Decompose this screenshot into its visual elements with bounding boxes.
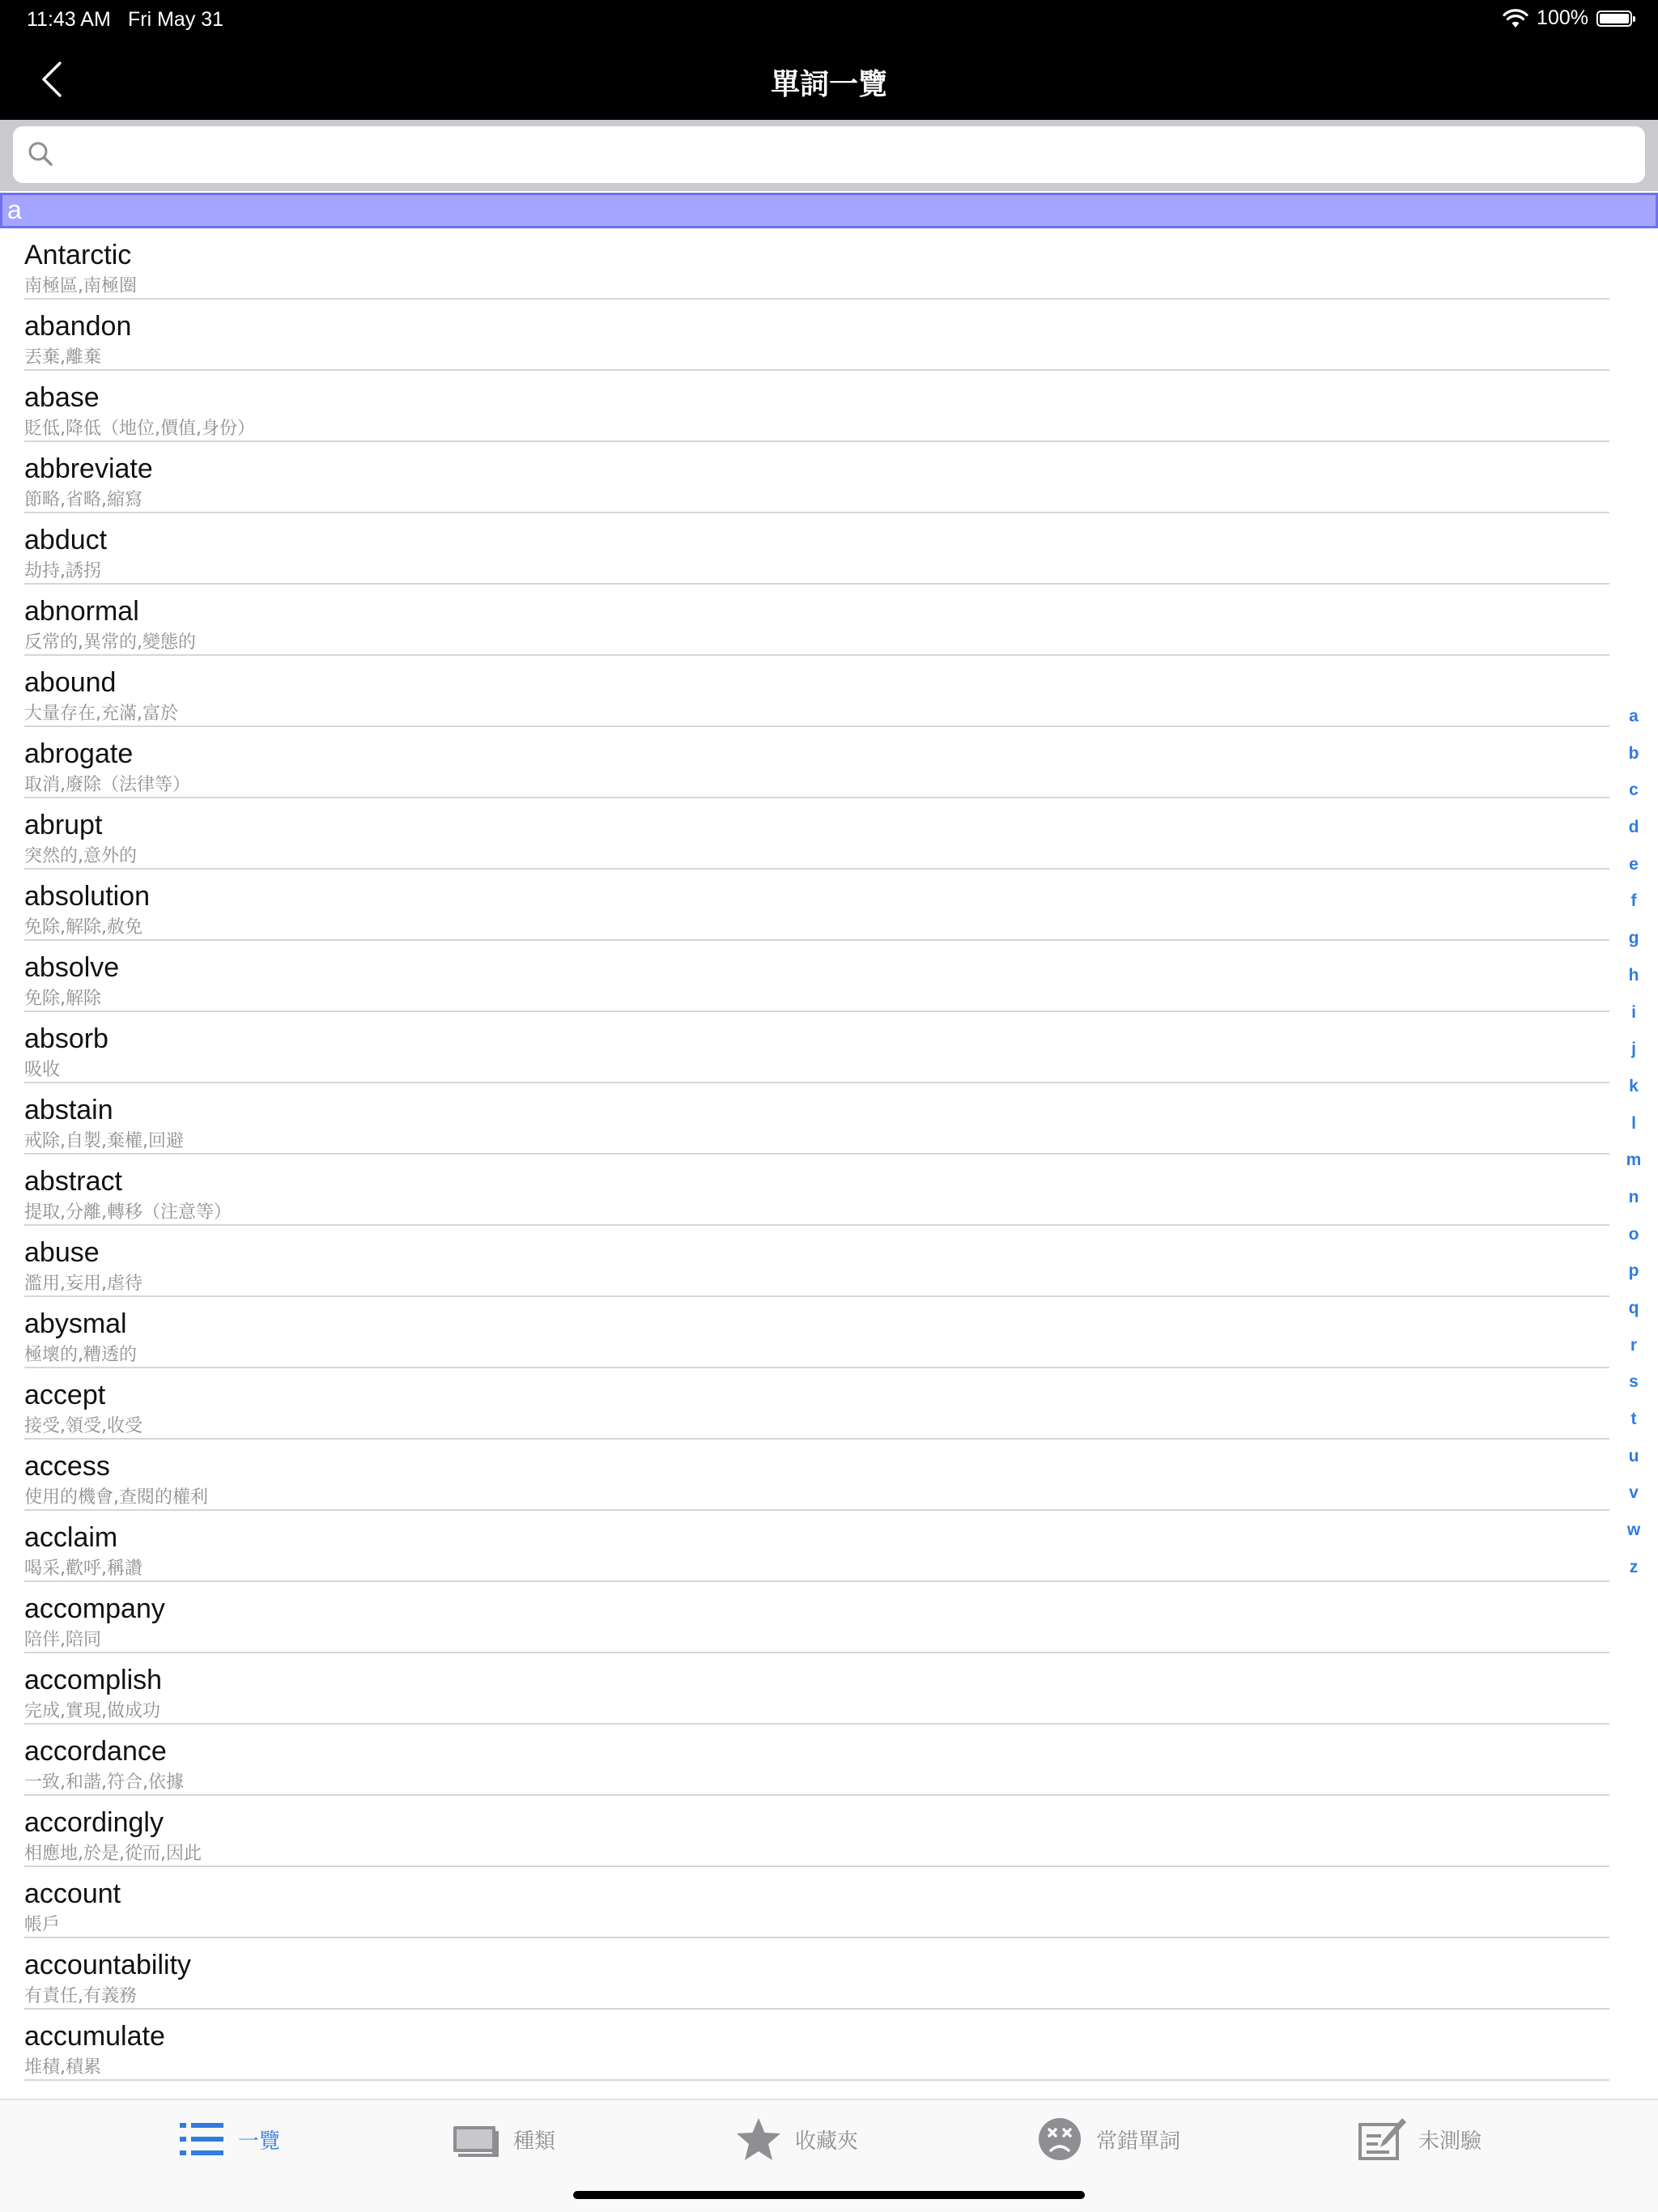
index-letter[interactable]: b (1628, 743, 1639, 763)
word-meaning: 極壞的,糟透的 (24, 1345, 137, 1365)
index-letter[interactable]: w (1626, 1521, 1641, 1540)
word-text: accomplish (24, 1665, 163, 1695)
word-text: accumulate (24, 2021, 165, 2052)
list-item[interactable] (0, 300, 1658, 371)
tab-label: 一覽 (238, 2129, 281, 2154)
word-meaning: 使用的機會,查閱的權利 (24, 1487, 208, 1508)
word-meaning: 劫持,誘拐 (24, 561, 101, 581)
page-title: 單詞一覽 (770, 68, 887, 101)
search-box[interactable] (13, 126, 1645, 183)
word-meaning: 丟棄,離棄 (24, 347, 101, 368)
word-text: abbreviate (24, 453, 153, 484)
list-item[interactable] (0, 1440, 1658, 1511)
list-item[interactable] (0, 1796, 1658, 1867)
word-meaning: 免除,解除,赦免 (24, 917, 142, 938)
word-meaning: 喝采,歡呼,稱讚 (24, 1559, 142, 1579)
word-text: accordance (24, 1736, 167, 1767)
word-text: acclaim (24, 1522, 118, 1553)
word-text: abase (24, 382, 100, 413)
index-letter[interactable]: f (1630, 891, 1637, 911)
word-meaning: 取消,廢除（法律等） (24, 775, 190, 795)
word-meaning: 濫用,妄用,虐待 (24, 1274, 142, 1294)
index-letter[interactable]: l (1631, 1113, 1636, 1133)
index-letter[interactable]: o (1628, 1224, 1639, 1244)
index-letter[interactable]: h (1628, 965, 1639, 985)
index-letter[interactable]: r (1630, 1335, 1638, 1355)
word-text: accordingly (24, 1807, 164, 1838)
index-letter[interactable]: u (1628, 1446, 1639, 1465)
word-meaning: 一致,和諧,符合,依據 (24, 1772, 184, 1793)
status-right (1503, 6, 1632, 30)
index-letter[interactable]: k (1629, 1076, 1639, 1095)
word-text: accountability (24, 1950, 192, 1980)
index-letter[interactable]: a (1629, 707, 1639, 725)
status-date: Fri May 31 (128, 8, 224, 31)
word-meaning: 大量存在,充滿,富於 (24, 704, 178, 724)
cards-icon (452, 2116, 502, 2162)
list-item[interactable] (0, 228, 1658, 300)
word-text: abuse (24, 1237, 100, 1268)
tab-list[interactable] (176, 2115, 280, 2163)
list-item[interactable] (0, 1867, 1658, 1938)
wifi-icon (1503, 8, 1528, 29)
list-item[interactable] (0, 585, 1658, 656)
word-meaning: 相應地,於是,從而,因此 (24, 1844, 202, 1864)
word-text: accept (24, 1380, 106, 1410)
list-item[interactable] (0, 870, 1658, 941)
search-bar (0, 120, 1658, 191)
word-text: account (24, 1878, 121, 1909)
list-item[interactable] (0, 442, 1658, 513)
tab-categories[interactable] (452, 2115, 555, 2163)
index-letter[interactable]: q (1628, 1299, 1639, 1317)
tab-label: 常錯單詞 (1096, 2129, 1181, 2154)
home-indicator (573, 2191, 1085, 2199)
word-meaning: 有責任,有義務 (24, 1986, 137, 2006)
index-letter[interactable]: n (1628, 1187, 1639, 1206)
word-text: absolve (24, 952, 120, 983)
list-item[interactable] (0, 727, 1658, 798)
word-text: access (24, 1451, 110, 1482)
index-letter[interactable]: c (1629, 781, 1639, 800)
tab-label: 種類 (513, 2129, 556, 2154)
word-meaning: 帳戶 (24, 1915, 61, 1935)
list-item[interactable] (0, 1653, 1658, 1725)
word-meaning: 免除,解除 (24, 989, 101, 1009)
word-meaning: 接受,領受,收受 (24, 1416, 142, 1436)
edit-icon (1357, 2116, 1407, 2162)
list-item[interactable] (0, 371, 1658, 442)
status-bar (0, 0, 1658, 39)
list-item[interactable] (0, 1511, 1658, 1582)
word-meaning: 戒除,自製,棄權,回避 (24, 1131, 184, 1151)
list-item[interactable] (0, 1368, 1658, 1440)
word-text: abysmal (24, 1308, 127, 1339)
battery-percent: 100% (1537, 6, 1588, 29)
search-icon (24, 138, 57, 170)
word-meaning: 吸收 (24, 1060, 61, 1080)
list-item[interactable] (0, 1226, 1658, 1297)
tab-label: 未測驗 (1418, 2129, 1482, 2154)
word-text: absorb (24, 1023, 108, 1054)
list-item[interactable] (0, 656, 1658, 727)
index-letter[interactable]: z (1629, 1557, 1639, 1576)
word-text: abstain (24, 1095, 113, 1125)
nav-bar (0, 39, 1658, 120)
list-item[interactable] (0, 1297, 1658, 1368)
word-text: abnormal (24, 596, 139, 627)
word-meaning: 完成,實現,做成功 (24, 1701, 160, 1721)
list-item[interactable] (0, 1083, 1658, 1155)
word-text: abduct (24, 525, 108, 555)
list-item[interactable] (0, 1012, 1658, 1083)
word-text: abound (24, 667, 117, 698)
list-item[interactable] (0, 2010, 1658, 2081)
word-meaning: 南極區,南極圈 (24, 276, 137, 296)
list-item[interactable] (0, 798, 1658, 870)
list-icon (176, 2116, 227, 2162)
word-text: abstract (24, 1166, 122, 1197)
word-meaning: 堆積,積累 (24, 2057, 101, 2078)
list-item[interactable] (0, 1938, 1658, 2010)
search-input[interactable] (65, 134, 1630, 177)
section-header: a (0, 193, 1658, 228)
word-text: abrupt (24, 810, 103, 840)
index-letter[interactable]: e (1629, 854, 1639, 874)
sad-face-icon (1035, 2116, 1085, 2162)
index-letter[interactable]: j (1631, 1040, 1636, 1059)
word-text: accompany (24, 1593, 165, 1624)
word-meaning: 突然的,意外的 (24, 846, 137, 866)
index-letter[interactable]: t (1630, 1410, 1637, 1429)
list-item[interactable] (0, 1155, 1658, 1226)
battery-icon (1596, 11, 1632, 27)
list-item[interactable] (0, 513, 1658, 585)
index-letter[interactable]: i (1631, 1002, 1636, 1022)
index-letter[interactable]: v (1629, 1483, 1639, 1503)
index-letter[interactable]: s (1629, 1372, 1639, 1392)
tab-untested[interactable] (1357, 2115, 1482, 2163)
tab-mistakes[interactable] (1035, 2115, 1180, 2163)
word-meaning: 貶低,降低（地位,價值,身份） (24, 419, 255, 439)
index-letter[interactable]: d (1628, 818, 1639, 837)
tab-label: 收藏夾 (795, 2129, 859, 2154)
index-letter[interactable]: g (1628, 929, 1639, 948)
word-meaning: 節略,省略,縮寫 (24, 490, 142, 510)
star-icon (733, 2116, 784, 2162)
tab-favorites[interactable] (733, 2115, 858, 2163)
index-letter[interactable]: m (1626, 1151, 1642, 1170)
word-text: absolution (24, 881, 151, 912)
word-meaning: 陪伴,陪同 (24, 1630, 101, 1650)
index-letter[interactable]: p (1628, 1261, 1639, 1281)
alphabet-index[interactable] (1616, 698, 1652, 1586)
word-text: abrogate (24, 738, 134, 769)
word-list (0, 228, 1658, 2081)
status-time: 11:43 AM (27, 8, 111, 31)
word-meaning: 提取,分離,轉移（注意等） (24, 1202, 232, 1223)
word-text: abandon (24, 311, 132, 342)
list-item[interactable] (0, 1725, 1658, 1796)
word-meaning: 反常的,異常的,變態的 (24, 632, 196, 653)
list-item[interactable] (0, 1582, 1658, 1653)
word-text: Antarctic (24, 240, 132, 270)
list-item[interactable] (0, 941, 1658, 1012)
